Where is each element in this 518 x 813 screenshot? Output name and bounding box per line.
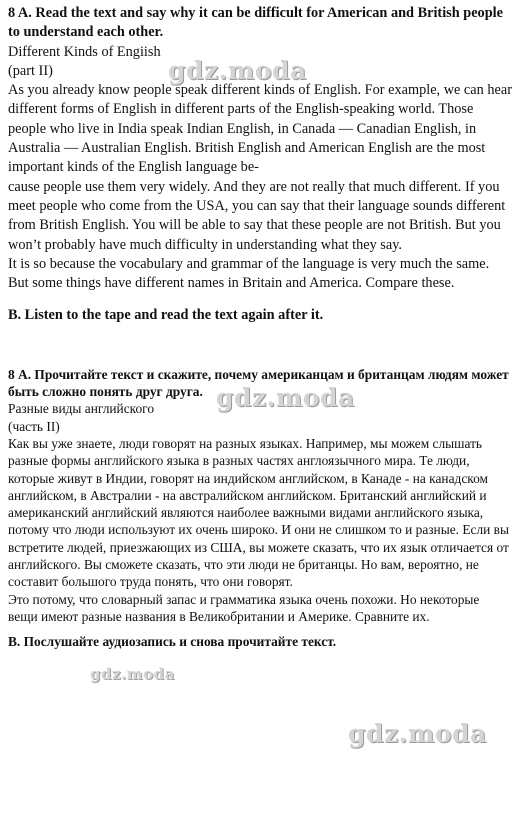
english-section xyxy=(8,4,512,326)
spacer xyxy=(8,293,512,306)
english-task-b: B. Listen to the tape and read the text again after it. xyxy=(8,307,324,324)
russian-text-title: Разные виды английского xyxy=(8,401,155,417)
russian-paragraph-3: Это потому, что словарный запас и грамматика языка очень похожи. Но некоторые вещи имеют разные названия в Великобритании и Америке. Сравните их. xyxy=(8,591,480,624)
russian-paragraph-2: потому что люди используют их очень широко. И они не слишком то и разные. Если вы встретите людей, приезжающих из США, вы можете сказать, что их язык отличается от английского. Вы сможете сказать, что эти люди не британцы. Но вам, вероятно, не составит большого труда понять, что они говорят. xyxy=(8,522,509,590)
watermark: gdz.moda xyxy=(348,719,487,748)
watermark: gdz.moda xyxy=(90,665,175,683)
russian-text-part: (часть II) xyxy=(8,418,60,434)
spacer xyxy=(8,625,512,633)
russian-task-b: В. Послушайте аудиозапись и снова прочитайте текст. xyxy=(8,634,337,650)
english-text-title: Different Kinds of Engiish xyxy=(8,43,161,60)
english-paragraph-1: As you already know people speak different kinds of English. For example, we can hear different forms of English in different parts of the English-speaking world. Those people who live in India speak Indian English, in Canada — Canadian English, in Australia — Australian English. British English and American English are the most important kinds of the English language be- xyxy=(8,82,512,176)
english-paragraph-3: It is so because the vocabulary and grammar of the language is very much the same. But some things have different names in Britain and America. Compare these. xyxy=(8,255,490,292)
english-task-a: 8 A. Read the text and say why it can be difficult for American and British people to understand each other. xyxy=(8,5,503,41)
russian-section xyxy=(8,330,512,651)
watermark: gdz.moda xyxy=(216,383,355,412)
spacer xyxy=(8,330,512,366)
english-paragraph-2: cause people use them very widely. And they are not really that much different. If you meet people who come from the USA, you can say that their language sounds different from British English. You will be able to say that these people are not British. But you won’t probably have much difficulty in understanding what they say. xyxy=(8,178,506,253)
english-text-part: (part II) xyxy=(8,62,53,79)
russian-task-a: 8 А. Прочитайте текст и скажите, почему американцам и британцам людям может быть сложно понять друг друга. xyxy=(8,366,509,400)
russian-paragraph-1: Как вы уже знаете, люди говорят на разных языках. Например, мы можем слышать разные формы английского языка в разных частях англоязычного мира. Те люди, которые живут в Индии, говорят на индийском английском, в Канаде - на канадском английском, в Австралии - на австралийском английском. Британский английский и американский английский являются наиболее важными видами английского языка, xyxy=(8,435,489,521)
watermark: gdz.moda xyxy=(168,56,307,85)
